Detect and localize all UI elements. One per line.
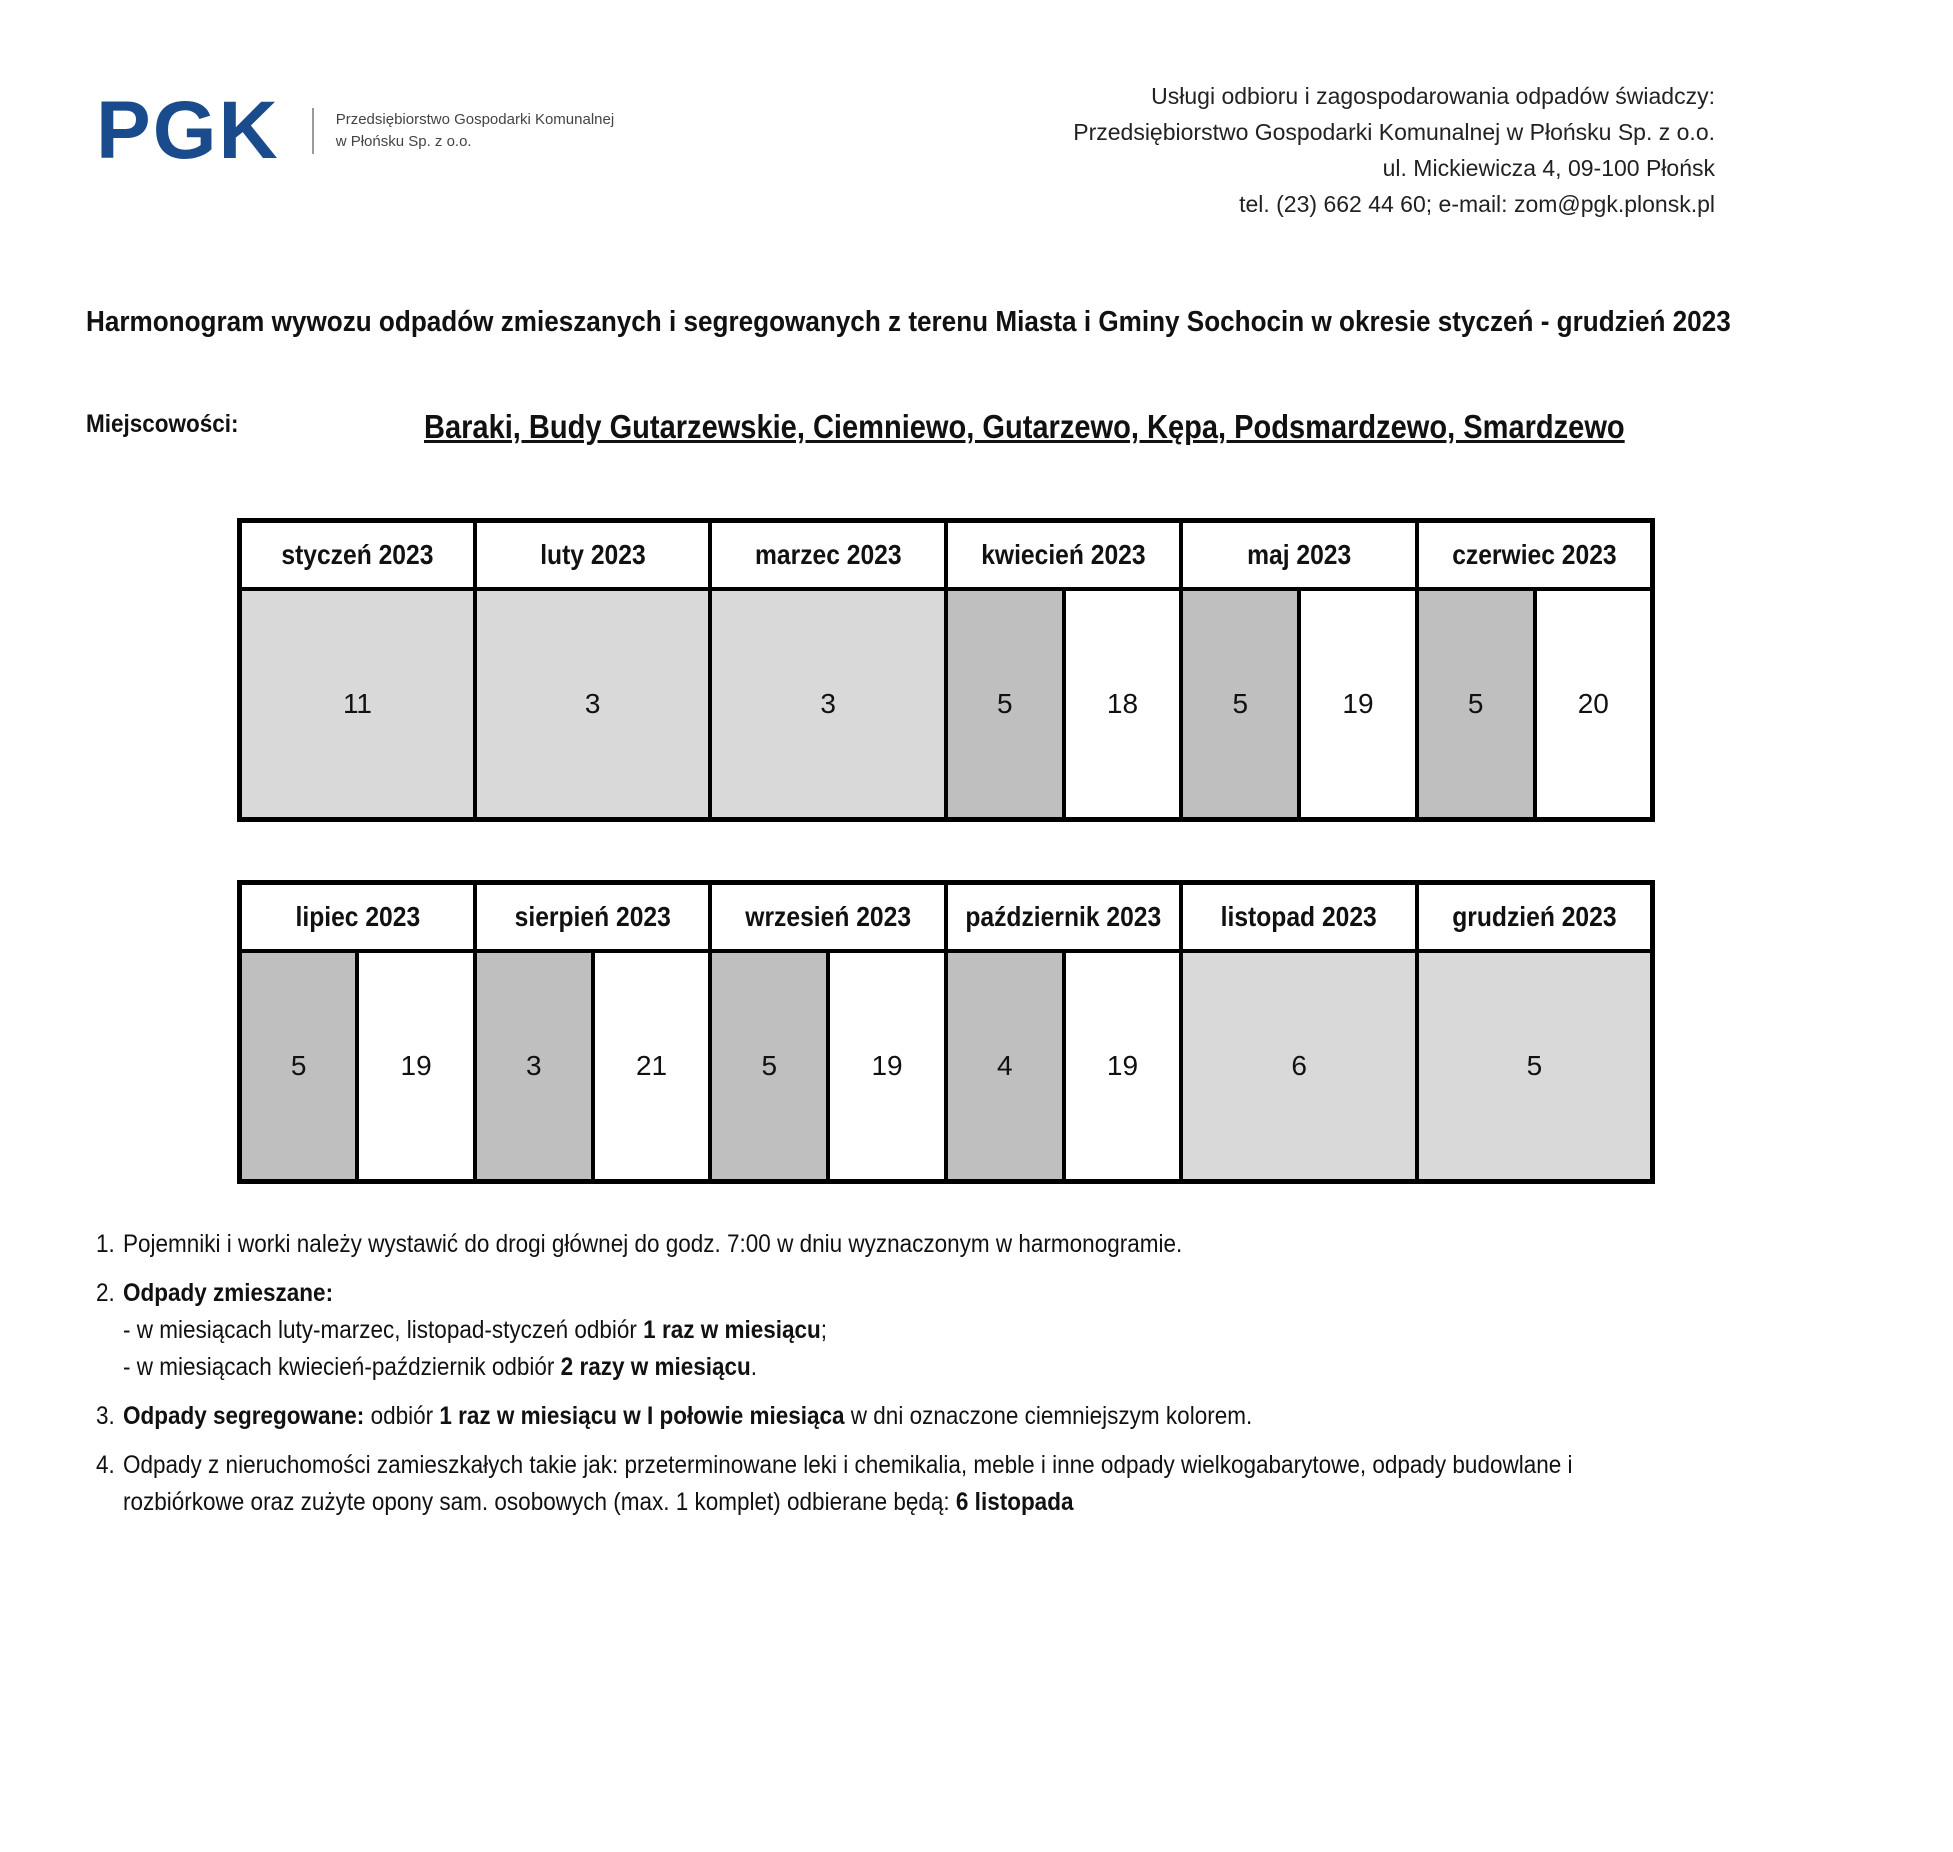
month-header: maj 2023: [1181, 521, 1416, 590]
month-header: luty 2023: [475, 521, 710, 590]
month-header: czerwiec 2023: [1417, 521, 1653, 590]
note-text: Pojemniki i worki należy wystawić do drogi głównej do godz. 7:00 w dniu wyznaczonym w harmonogramie.: [123, 1230, 1183, 1258]
note-heading: Odpady zmieszane:: [123, 1279, 334, 1307]
pickup-day-cell-segregated: 3: [475, 951, 593, 1182]
note-number: 1.: [96, 1230, 115, 1258]
pickup-day-cell-segregated: 5: [710, 951, 828, 1182]
pickup-day-cell: 19: [357, 951, 475, 1182]
pickup-day-cell-segregated: 5: [1181, 589, 1299, 820]
note-number: 3.: [96, 1402, 115, 1430]
contact-line1: Usługi odbioru i zagospodarowania odpadów świadczy:: [1151, 83, 1715, 109]
logo-mark: PGK: [96, 85, 280, 176]
month-header: kwiecień 2023: [946, 521, 1181, 590]
month-header: marzec 2023: [710, 521, 945, 590]
note-item: [96, 1275, 1626, 1386]
note-item: [96, 1226, 1626, 1263]
pickup-day-cell: 3: [475, 589, 710, 820]
pickup-day-cell: 6: [1181, 951, 1416, 1182]
notes-list: [96, 1226, 1626, 1533]
note-number: 4.: [96, 1451, 115, 1479]
company-logo: [96, 85, 615, 176]
month-header: listopad 2023: [1181, 883, 1416, 952]
contact-line4: tel. (23) 662 44 60; e-mail: zom@pgk.plonsk.pl: [1239, 191, 1715, 217]
pickup-day-cell: 21: [593, 951, 711, 1182]
pickup-day-cell: 18: [1064, 589, 1182, 820]
schedule-table-jul-dec: [237, 880, 1655, 1184]
logo-text: [336, 109, 614, 153]
month-header-row: [240, 883, 1653, 952]
pickup-day-cell: 20: [1535, 589, 1653, 820]
page-title: Harmonogram wywozu odpadów zmieszanych i segregowanych z terenu Miasta i Gminy Sochocin w okresie styczeń - grudzień 2023: [86, 306, 1731, 338]
contact-line3: ul. Mickiewicza 4, 09-100 Płońsk: [1382, 155, 1715, 181]
schedule-table-jan-jun: [237, 518, 1655, 822]
pickup-day-cell: 19: [828, 951, 946, 1182]
note-number: 2.: [96, 1279, 115, 1307]
month-header: styczeń 2023: [240, 521, 475, 590]
contact-line2: Przedsiębiorstwo Gospodarki Komunalnej w Płońsku Sp. z o.o.: [1073, 119, 1715, 145]
pickup-day-cell: 19: [1064, 951, 1182, 1182]
month-header-row: [240, 521, 1653, 590]
logo-text-line1: Przedsiębiorstwo Gospodarki Komunalnej: [335, 111, 615, 128]
note-item: [96, 1398, 1626, 1435]
pickup-day-cell-segregated: 5: [1417, 589, 1535, 820]
pickup-day-cell-segregated: 5: [946, 589, 1064, 820]
pickup-days-row: [240, 951, 1653, 1182]
month-header: wrzesień 2023: [710, 883, 945, 952]
places-label: Miejscowości:: [86, 410, 239, 438]
places-list: Baraki, Budy Gutarzewskie, Ciemniewo, Gutarzewo, Kępa, Podsmardzewo, Smardzewo: [424, 408, 1625, 445]
logo-divider: [312, 108, 314, 154]
pickup-days-row: [240, 589, 1653, 820]
pickup-day-cell: 19: [1299, 589, 1417, 820]
note-text: Odpady segregowane: odbiór 1 raz w miesiącu w I połowie miesiąca w dni oznaczone ciemniejszym kolorem.: [123, 1402, 1253, 1430]
month-header: grudzień 2023: [1417, 883, 1653, 952]
pickup-day-cell-segregated: 5: [240, 951, 358, 1182]
pickup-day-cell: 11: [240, 589, 475, 820]
note-line: - w miesiącach kwiecień-październik odbiór 2 razy w miesiącu.: [123, 1353, 758, 1381]
pickup-day-cell: 3: [710, 589, 945, 820]
note-line: - w miesiącach luty-marzec, listopad-styczeń odbiór 1 raz w miesiącu;: [123, 1316, 828, 1344]
month-header: lipiec 2023: [240, 883, 475, 952]
pickup-day-cell-segregated: 4: [946, 951, 1064, 1182]
contact-block: [1073, 78, 1715, 222]
month-header: październik 2023: [946, 883, 1181, 952]
logo-text-line2: w Płońsku Sp. z o.o.: [335, 133, 472, 150]
note-item: [96, 1447, 1626, 1521]
note-text: [123, 1275, 1626, 1386]
month-header: sierpień 2023: [475, 883, 710, 952]
pickup-day-cell: 5: [1417, 951, 1653, 1182]
note-text: Odpady z nieruchomości zamieszkałych takie jak: przeterminowane leki i chemikalia, meble i inne odpady wielkogabarytowe, odpady budowlane i rozbiórkowe oraz zużyte opony sam. osobowych (max. 1 komplet) odbierane będą: 6 listopada: [123, 1451, 1573, 1516]
